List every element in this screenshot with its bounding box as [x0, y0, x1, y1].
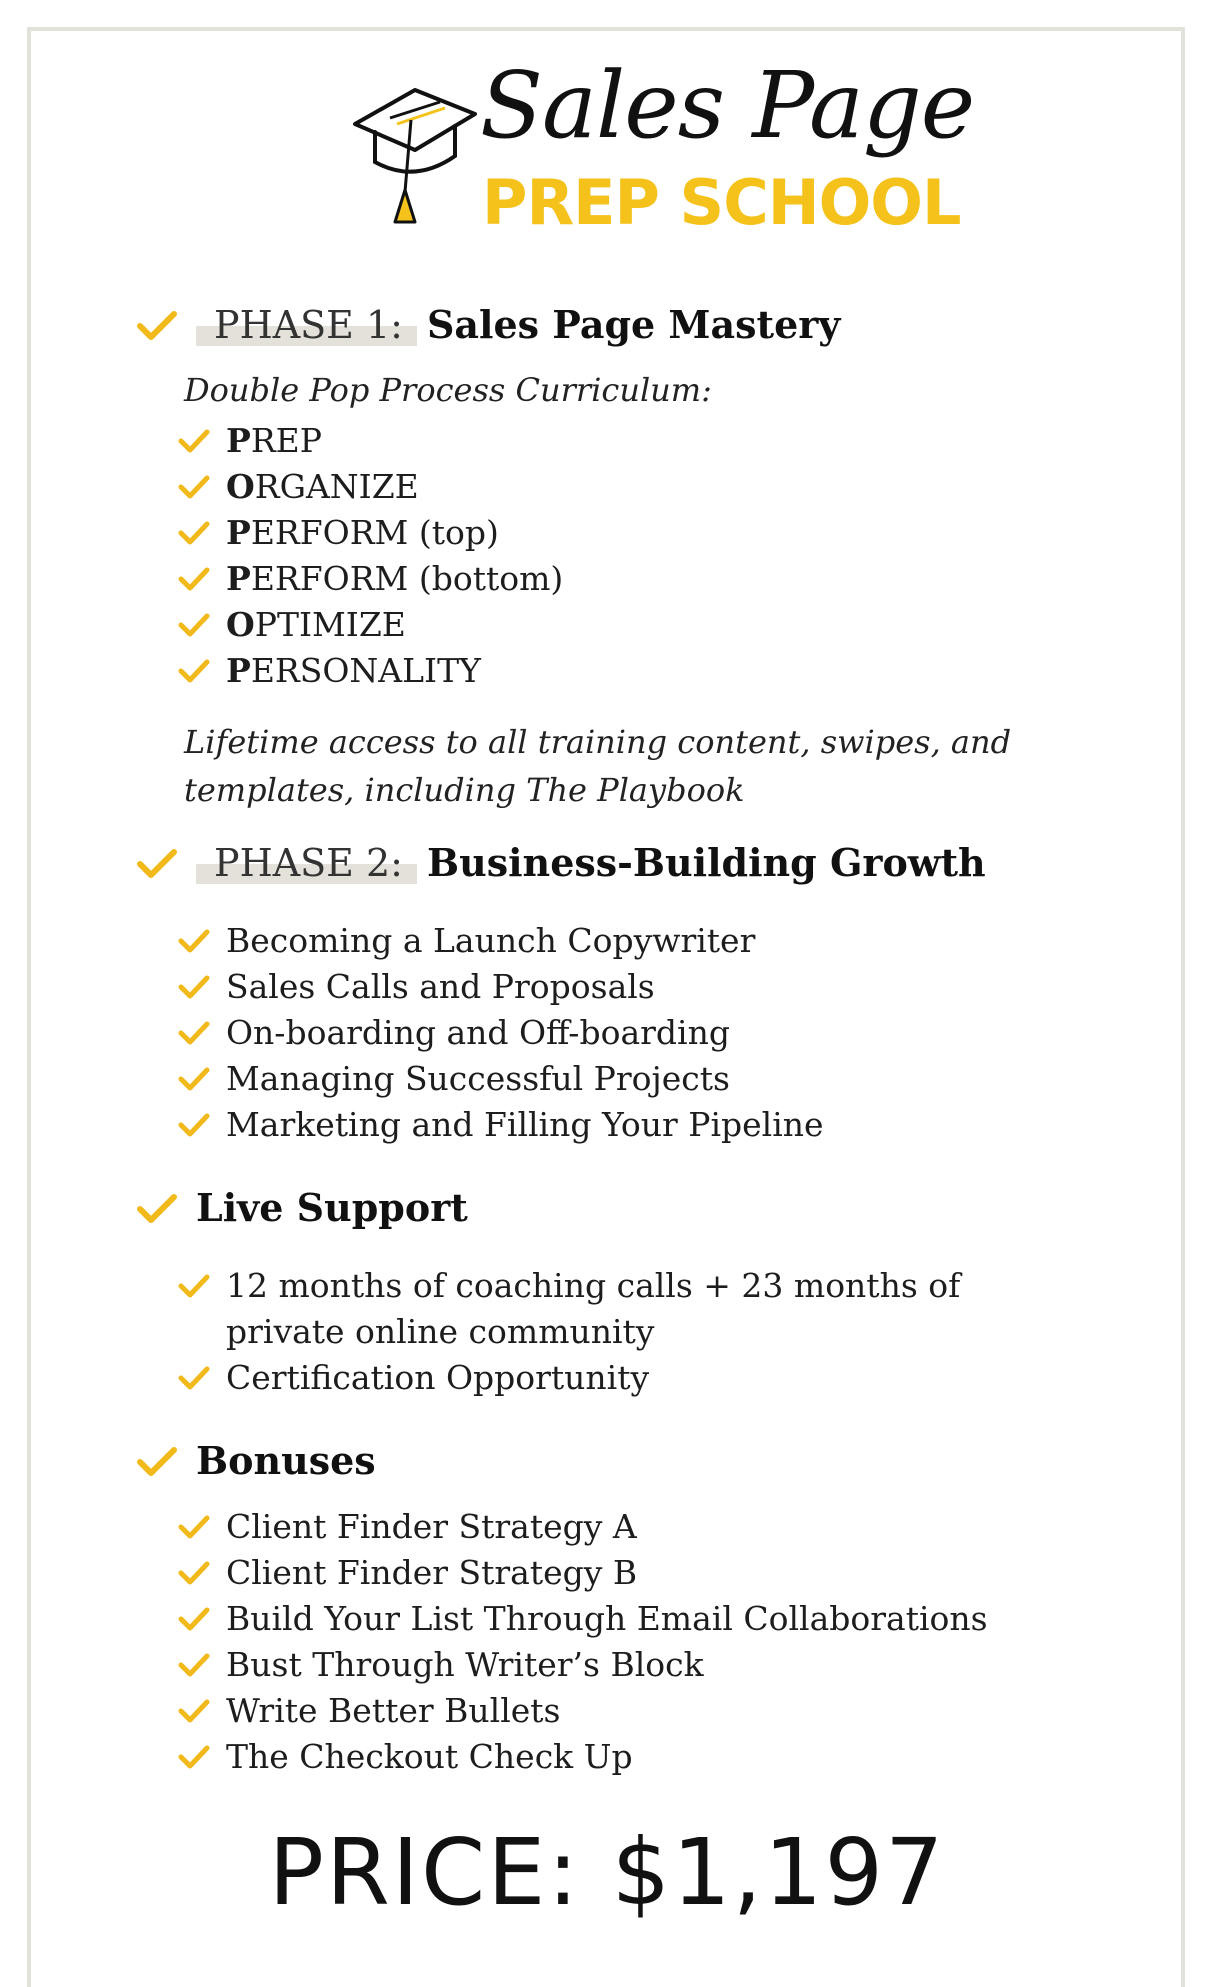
list-item: Managing Successful Projects — [178, 1056, 824, 1102]
phase1-title: Sales Page Mastery — [426, 302, 841, 347]
list-item: PERFORM (bottom) — [178, 556, 563, 602]
graduation-cap-icon — [345, 72, 485, 242]
list-item: PERFORM (top) — [178, 510, 563, 556]
list-item: The Checkout Check Up — [178, 1734, 988, 1780]
logo-block-text: PREP SCHOOL — [482, 166, 961, 239]
bonuses-heading — [136, 1438, 376, 1484]
check-icon — [178, 1112, 210, 1138]
price: PRICE: $1,197 — [268, 1819, 946, 1926]
check-icon — [178, 974, 210, 1000]
list-item: Becoming a Launch Copywriter — [178, 918, 824, 964]
phase1-heading — [136, 302, 840, 348]
list-item: Bust Through Writer’s Block — [178, 1642, 988, 1688]
bonuses-list — [178, 1504, 988, 1780]
list-item: PERSONALITY — [178, 648, 563, 694]
bonuses-title: Bonuses — [196, 1438, 376, 1483]
check-icon — [178, 428, 210, 454]
phase2-label: PHASE 2: — [136, 840, 417, 886]
list-item: 12 months of coaching calls + 23 months of private online community — [178, 1263, 1026, 1355]
check-icon — [178, 1560, 210, 1586]
list-item: Marketing and Filling Your Pipeline — [178, 1102, 824, 1148]
phase2-title: Business-Building Growth — [426, 840, 986, 885]
check-icon — [178, 1652, 210, 1678]
check-icon — [178, 1514, 210, 1540]
list-item: ORGANIZE — [178, 464, 563, 510]
phase1-list — [178, 418, 563, 694]
phase1-subtitle: Double Pop Process Curriculum: — [184, 371, 712, 409]
list-item: Certification Opportunity — [178, 1355, 1026, 1401]
phase1-note-line1: Lifetime access to all training content, swipes, and — [184, 723, 1012, 761]
check-icon — [178, 520, 210, 546]
check-icon — [178, 1698, 210, 1724]
phase1-label: PHASE 1: — [136, 302, 417, 348]
logo — [345, 52, 975, 242]
check-icon — [178, 928, 210, 954]
check-icon — [178, 1273, 210, 1299]
phase2-heading — [136, 840, 986, 886]
check-icon — [178, 1020, 210, 1046]
check-icon — [178, 1066, 210, 1092]
list-item: PREP — [178, 418, 563, 464]
check-icon — [178, 612, 210, 638]
phase2-list — [178, 918, 824, 1148]
list-item: Sales Calls and Proposals — [178, 964, 824, 1010]
list-item: On-boarding and Off-boarding — [178, 1010, 824, 1056]
list-item: Client Finder Strategy A — [178, 1504, 988, 1550]
check-icon — [178, 474, 210, 500]
live-support-title: Live Support — [196, 1185, 468, 1230]
live-support-heading — [136, 1185, 468, 1231]
check-icon — [178, 1606, 210, 1632]
check-icon — [178, 1365, 210, 1391]
list-item: Write Better Bullets — [178, 1688, 988, 1734]
logo-script-text: Sales Page — [480, 52, 975, 159]
live-support-list — [178, 1263, 1026, 1401]
check-icon — [178, 1744, 210, 1770]
phase1-note-line2: templates, including The Playbook — [184, 771, 745, 809]
list-item: OPTIMIZE — [178, 602, 563, 648]
check-icon — [178, 658, 210, 684]
check-icon — [178, 566, 210, 592]
list-item: Client Finder Strategy B — [178, 1550, 988, 1596]
list-item: Build Your List Through Email Collaborations — [178, 1596, 988, 1642]
